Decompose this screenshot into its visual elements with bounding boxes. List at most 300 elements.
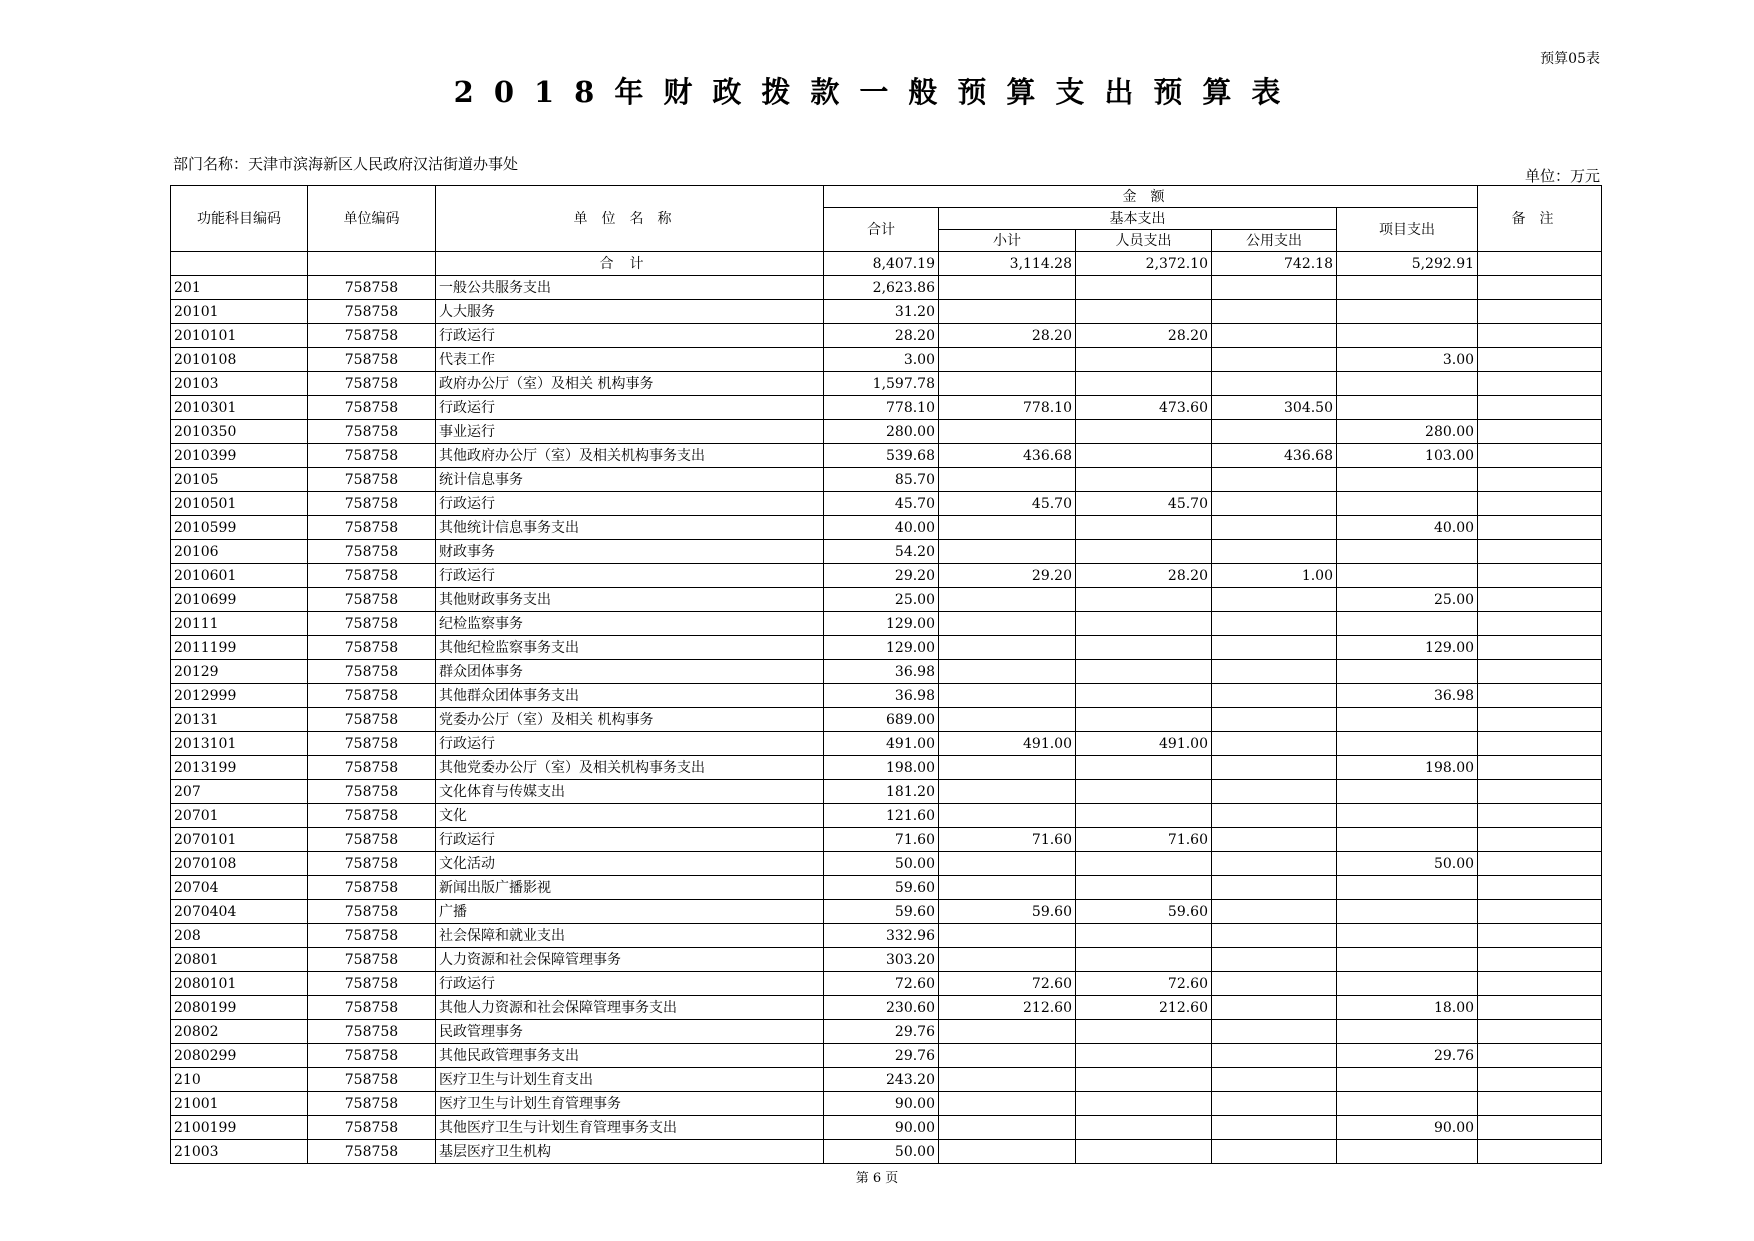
unit-code-cell: 758758	[308, 684, 436, 708]
total-cell: 332.96	[824, 924, 939, 948]
unit-name-cell: 其他统计信息事务支出	[436, 516, 824, 540]
func-code-cell: 207	[171, 780, 308, 804]
public-cell	[1212, 684, 1337, 708]
personnel-cell	[1076, 684, 1212, 708]
total-cell: 85.70	[824, 468, 939, 492]
project-cell	[1337, 948, 1478, 972]
total-cell: 129.00	[824, 636, 939, 660]
project-cell: 3.00	[1337, 348, 1478, 372]
total-cell: 3.00	[824, 348, 939, 372]
total-cell: 198.00	[824, 756, 939, 780]
subtotal-cell	[939, 540, 1076, 564]
subtotal-cell: 59.60	[939, 900, 1076, 924]
subtotal-cell	[939, 708, 1076, 732]
table-row	[171, 852, 1602, 876]
unit-code-cell: 758758	[308, 1044, 436, 1068]
table-row	[171, 948, 1602, 972]
table-row	[171, 756, 1602, 780]
personnel-cell	[1076, 924, 1212, 948]
project-cell	[1337, 900, 1478, 924]
remark-cell	[1478, 420, 1602, 444]
remark-cell	[1478, 396, 1602, 420]
unit-name-cell: 其他医疗卫生与计划生育管理事务支出	[436, 1116, 824, 1140]
remark-cell	[1478, 612, 1602, 636]
table-row	[171, 780, 1602, 804]
budget-table	[170, 185, 1602, 1164]
personnel-cell: 212.60	[1076, 996, 1212, 1020]
total-cell: 40.00	[824, 516, 939, 540]
unit-name-cell: 代表工作	[436, 348, 824, 372]
public-cell	[1212, 372, 1337, 396]
total-cell: 50.00	[824, 1140, 939, 1164]
remark-cell	[1478, 1044, 1602, 1068]
personnel-cell	[1076, 636, 1212, 660]
personnel-cell: 491.00	[1076, 732, 1212, 756]
page-footer: 第 6 页	[855, 1171, 899, 1186]
remark-cell	[1478, 492, 1602, 516]
unit-code-cell: 758758	[308, 660, 436, 684]
remark-cell	[1478, 1068, 1602, 1092]
subtotal-cell	[939, 1092, 1076, 1116]
page-title: 2018年财政拨款一般预算支出预算表	[453, 75, 1301, 109]
total-cell: 230.60	[824, 996, 939, 1020]
func-code-cell: 20101	[171, 300, 308, 324]
unit-name-cell: 政府办公厅（室）及相关 机构事务	[436, 372, 824, 396]
subtotal-cell	[939, 636, 1076, 660]
personnel-cell: 59.60	[1076, 900, 1212, 924]
table-row	[171, 588, 1602, 612]
func-code-cell: 2070108	[171, 852, 308, 876]
total-cell: 689.00	[824, 708, 939, 732]
unit-name-cell: 党委办公厅（室）及相关 机构事务	[436, 708, 824, 732]
header-unit-code: 单位编码	[308, 186, 436, 252]
project-cell	[1337, 708, 1478, 732]
public-cell: 1.00	[1212, 564, 1337, 588]
table-row	[171, 828, 1602, 852]
header-amount: 金额	[824, 186, 1478, 208]
subtotal-cell	[939, 1020, 1076, 1044]
func-code-cell: 2010301	[171, 396, 308, 420]
unit-name-cell: 新闻出版广播影视	[436, 876, 824, 900]
subtotal-cell	[939, 684, 1076, 708]
func-code-cell: 2010501	[171, 492, 308, 516]
total-cell: 1,597.78	[824, 372, 939, 396]
unit-name-cell: 其他财政事务支出	[436, 588, 824, 612]
subtotal-cell: 72.60	[939, 972, 1076, 996]
project-cell: 40.00	[1337, 516, 1478, 540]
remark-cell	[1478, 1140, 1602, 1164]
public-cell	[1212, 300, 1337, 324]
unit-name-cell: 广播	[436, 900, 824, 924]
func-code-cell: 21001	[171, 1092, 308, 1116]
project-cell	[1337, 924, 1478, 948]
public-cell	[1212, 540, 1337, 564]
public-cell	[1212, 804, 1337, 828]
remark-cell	[1478, 852, 1602, 876]
remark-cell	[1478, 828, 1602, 852]
remark-cell	[1478, 588, 1602, 612]
total-cell: 29.76	[824, 1020, 939, 1044]
total-cell: 36.98	[824, 684, 939, 708]
subtotal-cell	[939, 516, 1076, 540]
total-cell: 129.00	[824, 612, 939, 636]
func-code-cell: 2070101	[171, 828, 308, 852]
unit-code-cell: 758758	[308, 1092, 436, 1116]
subtotal-cell	[939, 612, 1076, 636]
func-code-cell: 2010599	[171, 516, 308, 540]
func-code-cell: 210	[171, 1068, 308, 1092]
func-code-cell: 2010101	[171, 324, 308, 348]
header-project: 项目支出	[1337, 208, 1478, 252]
total-amount: 8,407.19	[824, 252, 939, 276]
personnel-cell	[1076, 1116, 1212, 1140]
personnel-cell	[1076, 300, 1212, 324]
public-cell	[1212, 1092, 1337, 1116]
func-code-cell: 20129	[171, 660, 308, 684]
personnel-cell: 28.20	[1076, 324, 1212, 348]
table-row	[171, 516, 1602, 540]
total-cell: 280.00	[824, 420, 939, 444]
unit-name-cell: 人力资源和社会保障管理事务	[436, 948, 824, 972]
table-row	[171, 1068, 1602, 1092]
unit-code-cell: 758758	[308, 300, 436, 324]
table-row	[171, 900, 1602, 924]
func-code-cell: 20103	[171, 372, 308, 396]
project-cell	[1337, 492, 1478, 516]
unit-code-cell: 758758	[308, 276, 436, 300]
unit-name-cell: 其他民政管理事务支出	[436, 1044, 824, 1068]
subtotal-cell	[939, 420, 1076, 444]
unit-name-cell: 其他人力资源和社会保障管理事务支出	[436, 996, 824, 1020]
personnel-cell	[1076, 612, 1212, 636]
unit-code-cell: 758758	[308, 564, 436, 588]
unit-name-cell: 人大服务	[436, 300, 824, 324]
total-cell: 45.70	[824, 492, 939, 516]
remark-cell	[1478, 540, 1602, 564]
project-cell	[1337, 660, 1478, 684]
unit-name-cell: 行政运行	[436, 828, 824, 852]
subtotal-cell	[939, 276, 1076, 300]
func-code-cell: 2080199	[171, 996, 308, 1020]
unit-code-cell: 758758	[308, 780, 436, 804]
personnel-cell: 45.70	[1076, 492, 1212, 516]
subtotal-cell: 778.10	[939, 396, 1076, 420]
project-cell: 18.00	[1337, 996, 1478, 1020]
personnel-cell	[1076, 516, 1212, 540]
table-row	[171, 732, 1602, 756]
table-row	[171, 1020, 1602, 1044]
subtotal-cell	[939, 876, 1076, 900]
unit-code-cell: 758758	[308, 588, 436, 612]
total-cell: 778.10	[824, 396, 939, 420]
func-code-cell: 2013101	[171, 732, 308, 756]
remark-cell	[1478, 732, 1602, 756]
remark-cell	[1478, 780, 1602, 804]
remark-cell	[1478, 468, 1602, 492]
table-row	[171, 660, 1602, 684]
table-row	[171, 444, 1602, 468]
project-cell	[1337, 612, 1478, 636]
project-cell	[1337, 1092, 1478, 1116]
personnel-cell	[1076, 804, 1212, 828]
total-cell: 59.60	[824, 900, 939, 924]
project-cell	[1337, 300, 1478, 324]
header-personnel: 人员支出	[1076, 230, 1212, 252]
unit-code-cell: 758758	[308, 492, 436, 516]
public-cell	[1212, 324, 1337, 348]
subtotal-cell	[939, 300, 1076, 324]
total-code-cell	[171, 252, 308, 276]
public-cell	[1212, 276, 1337, 300]
remark-cell	[1478, 708, 1602, 732]
total-cell: 243.20	[824, 1068, 939, 1092]
subtotal-cell: 71.60	[939, 828, 1076, 852]
project-cell	[1337, 276, 1478, 300]
remark-cell	[1478, 300, 1602, 324]
remark-cell	[1478, 804, 1602, 828]
public-cell	[1212, 756, 1337, 780]
table-row	[171, 492, 1602, 516]
public-cell	[1212, 1044, 1337, 1068]
unit-code-cell: 758758	[308, 636, 436, 660]
remark-cell	[1478, 1092, 1602, 1116]
personnel-cell	[1076, 708, 1212, 732]
table-row	[171, 300, 1602, 324]
project-cell	[1337, 876, 1478, 900]
subtotal-cell	[939, 924, 1076, 948]
header-basic: 基本支出	[939, 208, 1337, 230]
func-code-cell: 20105	[171, 468, 308, 492]
remark-cell	[1478, 1116, 1602, 1140]
unit-name-cell: 行政运行	[436, 396, 824, 420]
total-cell: 181.20	[824, 780, 939, 804]
unit-code-cell: 758758	[308, 756, 436, 780]
personnel-cell	[1076, 1140, 1212, 1164]
unit-code-cell: 758758	[308, 804, 436, 828]
remark-cell	[1478, 1020, 1602, 1044]
func-code-cell: 2010108	[171, 348, 308, 372]
project-cell: 90.00	[1337, 1116, 1478, 1140]
project-cell: 25.00	[1337, 588, 1478, 612]
total-subtotal: 3,114.28	[939, 252, 1076, 276]
subtotal-cell: 28.20	[939, 324, 1076, 348]
table-row	[171, 1140, 1602, 1164]
header-remark: 备注	[1478, 186, 1602, 252]
unit-name-cell: 民政管理事务	[436, 1020, 824, 1044]
public-cell	[1212, 468, 1337, 492]
project-cell	[1337, 1140, 1478, 1164]
total-cell: 25.00	[824, 588, 939, 612]
func-code-cell: 2080299	[171, 1044, 308, 1068]
project-cell	[1337, 828, 1478, 852]
unit-name-cell: 行政运行	[436, 324, 824, 348]
header-total: 合计	[824, 208, 939, 252]
total-cell: 72.60	[824, 972, 939, 996]
personnel-cell	[1076, 756, 1212, 780]
unit-name-cell: 一般公共服务支出	[436, 276, 824, 300]
unit-name-cell: 行政运行	[436, 564, 824, 588]
personnel-cell: 28.20	[1076, 564, 1212, 588]
unit-name-cell: 其他纪检监察事务支出	[436, 636, 824, 660]
unit-code-cell: 758758	[308, 372, 436, 396]
total-cell: 539.68	[824, 444, 939, 468]
personnel-cell	[1076, 420, 1212, 444]
personnel-cell	[1076, 660, 1212, 684]
unit-name-cell: 财政事务	[436, 540, 824, 564]
func-code-cell: 208	[171, 924, 308, 948]
remark-cell	[1478, 924, 1602, 948]
unit-code-cell: 758758	[308, 396, 436, 420]
total-cell: 59.60	[824, 876, 939, 900]
subtotal-cell	[939, 372, 1076, 396]
remark-cell	[1478, 900, 1602, 924]
subtotal-cell	[939, 756, 1076, 780]
total-cell: 54.20	[824, 540, 939, 564]
public-cell	[1212, 588, 1337, 612]
personnel-cell	[1076, 1044, 1212, 1068]
subtotal-cell	[939, 1140, 1076, 1164]
func-code-cell: 2070404	[171, 900, 308, 924]
table-row	[171, 876, 1602, 900]
func-code-cell: 20701	[171, 804, 308, 828]
total-cell: 491.00	[824, 732, 939, 756]
table-row	[171, 924, 1602, 948]
unit-code-cell: 758758	[308, 900, 436, 924]
subtotal-cell	[939, 588, 1076, 612]
unit-code-cell: 758758	[308, 924, 436, 948]
func-code-cell: 201	[171, 276, 308, 300]
project-cell: 129.00	[1337, 636, 1478, 660]
personnel-cell	[1076, 780, 1212, 804]
table-row	[171, 324, 1602, 348]
personnel-cell: 72.60	[1076, 972, 1212, 996]
remark-cell	[1478, 948, 1602, 972]
total-remark	[1478, 252, 1602, 276]
personnel-cell	[1076, 588, 1212, 612]
public-cell	[1212, 876, 1337, 900]
header-subtotal: 小计	[939, 230, 1076, 252]
func-code-cell: 2013199	[171, 756, 308, 780]
subtotal-cell: 491.00	[939, 732, 1076, 756]
remark-cell	[1478, 636, 1602, 660]
unit-code-cell: 758758	[308, 468, 436, 492]
subtotal-cell	[939, 1068, 1076, 1092]
project-cell	[1337, 372, 1478, 396]
unit-code-cell: 758758	[308, 324, 436, 348]
unit-name-cell: 统计信息事务	[436, 468, 824, 492]
table-row	[171, 684, 1602, 708]
total-cell: 90.00	[824, 1116, 939, 1140]
header-unit-name: 单位名称	[436, 186, 824, 252]
project-cell	[1337, 468, 1478, 492]
unit-code-cell: 758758	[308, 876, 436, 900]
table-row	[171, 564, 1602, 588]
public-cell	[1212, 852, 1337, 876]
public-cell	[1212, 996, 1337, 1020]
personnel-cell	[1076, 276, 1212, 300]
unit-name-cell: 社会保障和就业支出	[436, 924, 824, 948]
func-code-cell: 2080101	[171, 972, 308, 996]
public-cell	[1212, 828, 1337, 852]
project-cell: 29.76	[1337, 1044, 1478, 1068]
func-code-cell: 2011199	[171, 636, 308, 660]
personnel-cell	[1076, 372, 1212, 396]
public-cell	[1212, 732, 1337, 756]
total-cell: 29.20	[824, 564, 939, 588]
public-cell	[1212, 492, 1337, 516]
remark-cell	[1478, 972, 1602, 996]
personnel-cell	[1076, 852, 1212, 876]
subtotal-cell: 212.60	[939, 996, 1076, 1020]
unit-code-cell: 758758	[308, 1140, 436, 1164]
table-row	[171, 468, 1602, 492]
public-cell	[1212, 948, 1337, 972]
project-cell	[1337, 1020, 1478, 1044]
unit-code-cell: 758758	[308, 972, 436, 996]
total-project: 5,292.91	[1337, 252, 1478, 276]
project-cell	[1337, 972, 1478, 996]
subtotal-cell	[939, 1044, 1076, 1068]
public-cell	[1212, 900, 1337, 924]
project-cell	[1337, 732, 1478, 756]
form-number: 预算05表	[1540, 51, 1600, 67]
func-code-cell: 2012999	[171, 684, 308, 708]
total-personnel: 2,372.10	[1076, 252, 1212, 276]
personnel-cell	[1076, 468, 1212, 492]
project-cell: 36.98	[1337, 684, 1478, 708]
func-code-cell: 20111	[171, 612, 308, 636]
func-code-cell: 20106	[171, 540, 308, 564]
table-row	[171, 372, 1602, 396]
personnel-cell: 473.60	[1076, 396, 1212, 420]
project-cell	[1337, 1068, 1478, 1092]
total-cell: 50.00	[824, 852, 939, 876]
total-cell: 121.60	[824, 804, 939, 828]
unit-label: 单位：万元	[1524, 167, 1600, 185]
unit-code-cell: 758758	[308, 828, 436, 852]
table-row	[171, 996, 1602, 1020]
table-row	[171, 1092, 1602, 1116]
project-cell	[1337, 540, 1478, 564]
project-cell	[1337, 780, 1478, 804]
unit-code-cell: 758758	[308, 708, 436, 732]
unit-code-cell: 758758	[308, 516, 436, 540]
total-cell: 36.98	[824, 660, 939, 684]
personnel-cell: 71.60	[1076, 828, 1212, 852]
unit-name-cell: 其他政府办公厅（室）及相关机构事务支出	[436, 444, 824, 468]
func-code-cell: 2010350	[171, 420, 308, 444]
unit-code-cell: 758758	[308, 444, 436, 468]
header-public: 公用支出	[1212, 230, 1337, 252]
subtotal-cell	[939, 468, 1076, 492]
table-row	[171, 1044, 1602, 1068]
remark-cell	[1478, 348, 1602, 372]
personnel-cell	[1076, 876, 1212, 900]
subtotal-cell	[939, 348, 1076, 372]
total-cell: 28.20	[824, 324, 939, 348]
project-cell	[1337, 324, 1478, 348]
total-cell: 29.76	[824, 1044, 939, 1068]
table-row	[171, 612, 1602, 636]
subtotal-cell	[939, 780, 1076, 804]
public-cell	[1212, 660, 1337, 684]
public-cell	[1212, 708, 1337, 732]
total-row	[171, 252, 1602, 276]
personnel-cell	[1076, 444, 1212, 468]
header-func-code: 功能科目编码	[171, 186, 308, 252]
project-cell	[1337, 564, 1478, 588]
table-row	[171, 708, 1602, 732]
